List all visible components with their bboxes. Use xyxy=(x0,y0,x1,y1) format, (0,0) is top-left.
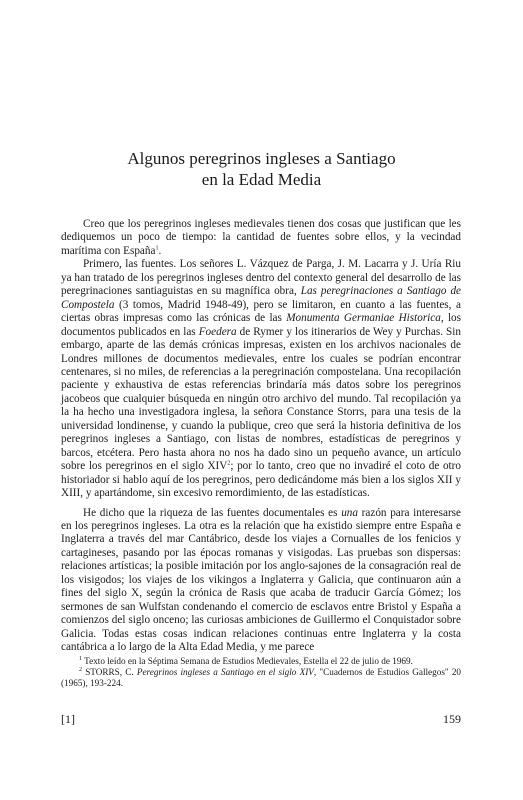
article-body xyxy=(61,218,461,655)
paragraph-2-text-e: ; por lo tanto, creo que no invadiré el coto de otro historiador si hablo aquí de los peregrinos, pero dedicándome más bien a los siglos XII y XIII, y apartándome, sin excesivo remordimiento, de las estadísticas. xyxy=(61,460,461,500)
footnote-2-number: 2 xyxy=(79,666,82,673)
footnote-2 xyxy=(61,667,461,689)
paragraph-2-text-c: , los documentos publicados en las xyxy=(61,312,462,338)
footnote-ref-2[interactable]: 2 xyxy=(227,460,231,467)
footnote-ref-1[interactable]: 1 xyxy=(155,245,159,252)
title-line-2: en la Edad Media xyxy=(201,170,322,189)
article-title xyxy=(0,148,523,190)
paragraph-2-text-d: de Rymer y los itinerarios de Wey y Purchas. Sin embargo, aparte de las demás crónicas impresas, existen en los archivos nacionales de Londres millones de documentos medievales, entre los cuales se podrían encontrar centenares, si no miles, de referencias a la peregrinación compostelana. Una recopilación paciente y exhaustiva de estas referencias brindaría más datos sobre los peregrinos jacobeos que cualquier búsqueda en ningún otro archivo del mundo. Tal recopilación ya la ha hecho una investigadora inglesa, la señora Constance Storrs, para una tesis de la universidad londinense, y cuando la publique, creo que será la historia definitiva de los peregrinos ingleses a Santiago, con listas de nombres, estadísticas de peregrinos y barcos, etcétera. Pero hasta ahora no nos ha dado sino un pequeño avance, un artículo sobre los peregrinos en el siglo XIV xyxy=(61,325,461,473)
paragraph-2-text-a: Primero, las fuentes. Los señores L. Vázquez de Parga, J. M. Lacarra y J. Uría Riu ya han tratado de los peregrinos ingleses dentro del contexto general del desarrollo de las peregrinaciones santiaguistas en su magnífica obra, xyxy=(61,258,461,298)
book-title-monumenta: Monumenta Germaniae Historica xyxy=(286,312,441,325)
title-line-1: Algunos peregrinos ingleses a Santiago xyxy=(127,149,396,168)
footnote-2-author: STORRS, C. xyxy=(85,667,137,677)
paragraph-2 xyxy=(61,258,461,500)
paragraph-1 xyxy=(61,218,461,258)
paragraph-3-text-a: He dicho que la riqueza de las fuentes documentales es xyxy=(83,506,342,519)
book-title-foedera: Foedera xyxy=(198,325,237,338)
page-label: [1] xyxy=(61,712,75,726)
footnote-2-title: Peregrinos ingleses a Santiago en el siglo XIV xyxy=(136,667,314,677)
paragraph-1-end: . xyxy=(158,244,162,257)
book-title-peregrinaciones: Las peregrinaciones a Santiago de Compostela xyxy=(61,285,462,311)
footnote-2-rest: , "Cuadernos de Estudios Gallegos" 20 (1965), 193-224. xyxy=(61,667,462,688)
footnote-1 xyxy=(61,656,461,667)
page-number: 159 xyxy=(443,712,461,726)
emphasis-una: una xyxy=(341,506,358,519)
footnotes xyxy=(61,656,461,689)
paragraph-2-text-b: (3 tomos, Madrid 1948-49), pero se limitaron, en cuanto a las fuentes, a ciertas obras impresas como las crónicas de las xyxy=(61,298,461,325)
paragraph-1-text: Creo que los peregrinos ingleses medievales tienen dos cosas que justifican que les dediquemos un poco de tiempo: la cantidad de fuentes sobre ellos, y la vecindad marítima con España xyxy=(61,218,461,257)
footnote-1-number: 1 xyxy=(79,655,82,662)
footnote-1-text: Texto leído en la Séptima Semana de Estudios Medievales, Estella el 22 de julio de 1969. xyxy=(84,656,413,666)
paragraph-3 xyxy=(61,507,461,655)
paragraph-3-text-b: razón para interesarse en los peregrinos ingleses. La otra es la relación que ha existido siempre entre España e Inglaterra a través del mar Cantábrico, desde los viajes a Cornualles de los fenicios y cartagineses, pasando por las épocas romanas y visigodas. Las pruebas son dispersas: relaciones artísticas; la posible imitación por los anglo-sajones de la consagración real de los visigodos; los viajes de los vikingos a Inglaterra y Galicia, que continuaron aún a fines del siglo X, según la crónica de Rasis que acaba de traducir García Gómez; los sermones de san Wulfstan condenando el comercio de esclavos entre Bristol y España a comienzos del siglo onceno; las curiosas ambiciones de Guillermo el Conquistador sobre Galicia. Todas estas cosas indican relaciones continuas entre Inglaterra y la costa cantábrica a lo largo de la Alta Edad Media, y me parece xyxy=(61,506,461,654)
